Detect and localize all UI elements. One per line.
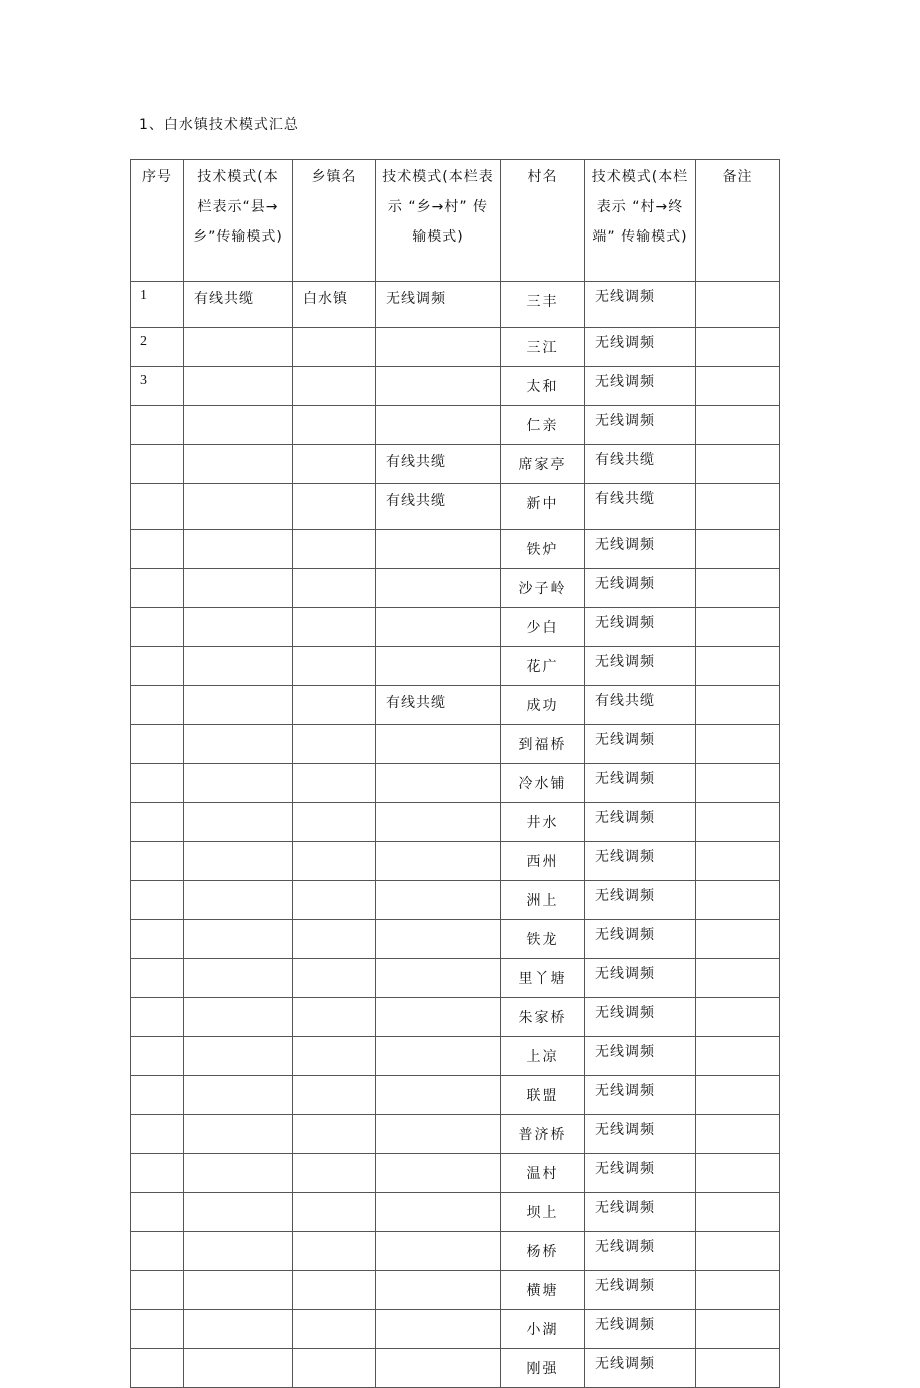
cell-town-to-village-mode	[376, 764, 501, 803]
cell-town-to-village-mode: 有线共缆	[376, 445, 501, 484]
cell-serial-no	[131, 406, 184, 445]
cell-town-to-village-mode	[376, 608, 501, 647]
cell-village-name: 上凉	[501, 1037, 585, 1076]
cell-village-name: 花广	[501, 647, 585, 686]
cell-town-name	[293, 328, 376, 367]
table-row	[131, 282, 780, 328]
cell-town-to-village-mode	[376, 1310, 501, 1349]
cell-serial-no	[131, 569, 184, 608]
cell-town-to-village-mode	[376, 647, 501, 686]
cell-remarks	[696, 803, 780, 842]
cell-serial-no	[131, 998, 184, 1037]
cell-town-to-village-mode	[376, 725, 501, 764]
cell-remarks	[696, 1037, 780, 1076]
cell-remarks	[696, 1115, 780, 1154]
cell-village-name: 普济桥	[501, 1115, 585, 1154]
cell-town-name	[293, 367, 376, 406]
cell-town-name	[293, 608, 376, 647]
cell-village-to-terminal-mode: 无线调频	[585, 803, 696, 842]
cell-town-to-village-mode	[376, 998, 501, 1037]
cell-remarks	[696, 367, 780, 406]
cell-town-to-village-mode: 有线共缆	[376, 686, 501, 725]
header-county-to-town-mode: 技术模式(本栏表示“县→乡”传输模式)	[184, 160, 293, 282]
cell-serial-no	[131, 920, 184, 959]
table-row	[131, 328, 780, 367]
cell-remarks	[696, 725, 780, 764]
table-row	[131, 406, 780, 445]
cell-village-name: 里丫塘	[501, 959, 585, 998]
cell-town-to-village-mode	[376, 1271, 501, 1310]
cell-village-name: 沙子岭	[501, 569, 585, 608]
cell-serial-no	[131, 608, 184, 647]
table-row	[131, 530, 780, 569]
cell-town-name	[293, 569, 376, 608]
cell-remarks	[696, 282, 780, 328]
cell-remarks	[696, 328, 780, 367]
cell-town-name	[293, 998, 376, 1037]
cell-village-name: 杨桥	[501, 1232, 585, 1271]
cell-county-to-town-mode: 有线共缆	[184, 282, 293, 328]
cell-remarks	[696, 1271, 780, 1310]
cell-town-to-village-mode	[376, 959, 501, 998]
cell-county-to-town-mode	[184, 608, 293, 647]
table-row	[131, 484, 780, 530]
cell-town-name	[293, 686, 376, 725]
cell-village-to-terminal-mode: 无线调频	[585, 1349, 696, 1388]
cell-remarks	[696, 1232, 780, 1271]
cell-town-name	[293, 484, 376, 530]
cell-town-to-village-mode	[376, 569, 501, 608]
cell-town-to-village-mode	[376, 1154, 501, 1193]
cell-serial-no	[131, 959, 184, 998]
cell-serial-no	[131, 842, 184, 881]
cell-village-to-terminal-mode: 无线调频	[585, 881, 696, 920]
cell-village-to-terminal-mode: 无线调频	[585, 1193, 696, 1232]
cell-village-name: 铁炉	[501, 530, 585, 569]
cell-town-name	[293, 1232, 376, 1271]
cell-village-name: 成功	[501, 686, 585, 725]
cell-remarks	[696, 1310, 780, 1349]
cell-village-name: 刚强	[501, 1349, 585, 1388]
table-row	[131, 647, 780, 686]
cell-serial-no	[131, 1076, 184, 1115]
cell-village-name: 冷水铺	[501, 764, 585, 803]
cell-remarks	[696, 647, 780, 686]
cell-village-name: 联盟	[501, 1076, 585, 1115]
cell-serial-no	[131, 445, 184, 484]
cell-remarks	[696, 920, 780, 959]
cell-town-name	[293, 1349, 376, 1388]
cell-village-name: 仁亲	[501, 406, 585, 445]
cell-town-name	[293, 1076, 376, 1115]
cell-village-name: 三江	[501, 328, 585, 367]
cell-town-name	[293, 1154, 376, 1193]
cell-serial-no: 2	[131, 328, 184, 367]
cell-village-to-terminal-mode: 无线调频	[585, 647, 696, 686]
cell-village-to-terminal-mode: 无线调频	[585, 406, 696, 445]
cell-remarks	[696, 842, 780, 881]
cell-village-to-terminal-mode: 无线调频	[585, 998, 696, 1037]
table-row	[131, 1349, 780, 1388]
cell-county-to-town-mode	[184, 803, 293, 842]
cell-town-to-village-mode	[376, 1232, 501, 1271]
table-row	[131, 1310, 780, 1349]
cell-village-name: 西州	[501, 842, 585, 881]
cell-county-to-town-mode	[184, 530, 293, 569]
table-row	[131, 1193, 780, 1232]
cell-remarks	[696, 881, 780, 920]
cell-town-to-village-mode	[376, 1193, 501, 1232]
cell-town-to-village-mode	[376, 1076, 501, 1115]
cell-village-to-terminal-mode: 无线调频	[585, 1037, 696, 1076]
cell-village-name: 朱家桥	[501, 998, 585, 1037]
cell-village-name: 小湖	[501, 1310, 585, 1349]
cell-village-name: 新中	[501, 484, 585, 530]
cell-town-name	[293, 725, 376, 764]
cell-serial-no	[131, 530, 184, 569]
cell-remarks	[696, 569, 780, 608]
table-row	[131, 1076, 780, 1115]
header-serial-no: 序号	[131, 160, 184, 282]
cell-village-name: 洲上	[501, 881, 585, 920]
cell-serial-no: 1	[131, 282, 184, 328]
cell-county-to-town-mode	[184, 920, 293, 959]
cell-town-to-village-mode	[376, 530, 501, 569]
table-row	[131, 1271, 780, 1310]
table-row	[131, 686, 780, 725]
cell-county-to-town-mode	[184, 484, 293, 530]
table-row	[131, 445, 780, 484]
header-town-to-village-mode: 技术模式(本栏表示 “乡→村” 传输模式)	[376, 160, 501, 282]
cell-serial-no: 3	[131, 367, 184, 406]
cell-serial-no	[131, 764, 184, 803]
cell-village-name: 席家亭	[501, 445, 585, 484]
cell-remarks	[696, 608, 780, 647]
cell-town-name	[293, 406, 376, 445]
cell-village-to-terminal-mode: 有线共缆	[585, 484, 696, 530]
cell-town-to-village-mode: 有线共缆	[376, 484, 501, 530]
cell-county-to-town-mode	[184, 998, 293, 1037]
cell-village-to-terminal-mode: 无线调频	[585, 842, 696, 881]
table-row	[131, 920, 780, 959]
cell-town-name	[293, 1115, 376, 1154]
cell-village-name: 太和	[501, 367, 585, 406]
cell-town-to-village-mode: 无线调频	[376, 282, 501, 328]
table-row	[131, 367, 780, 406]
cell-serial-no	[131, 1271, 184, 1310]
cell-town-name	[293, 1037, 376, 1076]
header-remarks: 备注	[696, 160, 780, 282]
cell-town-to-village-mode	[376, 367, 501, 406]
cell-town-name	[293, 959, 376, 998]
cell-serial-no	[131, 1193, 184, 1232]
cell-village-name: 横塘	[501, 1271, 585, 1310]
cell-village-to-terminal-mode: 无线调频	[585, 530, 696, 569]
table-row	[131, 1037, 780, 1076]
cell-village-to-terminal-mode: 无线调频	[585, 282, 696, 328]
cell-town-name	[293, 1193, 376, 1232]
cell-county-to-town-mode	[184, 1076, 293, 1115]
table-row	[131, 998, 780, 1037]
header-village-name: 村名	[501, 160, 585, 282]
cell-town-name	[293, 1310, 376, 1349]
cell-town-name	[293, 803, 376, 842]
cell-remarks	[696, 530, 780, 569]
cell-remarks	[696, 1349, 780, 1388]
table-row	[131, 608, 780, 647]
cell-county-to-town-mode	[184, 842, 293, 881]
cell-remarks	[696, 764, 780, 803]
cell-remarks	[696, 1154, 780, 1193]
cell-county-to-town-mode	[184, 406, 293, 445]
cell-serial-no	[131, 1310, 184, 1349]
cell-serial-no	[131, 881, 184, 920]
table-row	[131, 1115, 780, 1154]
cell-town-to-village-mode	[376, 803, 501, 842]
cell-village-name: 温村	[501, 1154, 585, 1193]
table-row	[131, 569, 780, 608]
cell-serial-no	[131, 1349, 184, 1388]
cell-village-to-terminal-mode: 无线调频	[585, 764, 696, 803]
cell-county-to-town-mode	[184, 686, 293, 725]
section-title: 1、白水镇技术模式汇总	[139, 117, 299, 133]
cell-town-name	[293, 530, 376, 569]
cell-village-to-terminal-mode: 无线调频	[585, 1232, 696, 1271]
cell-serial-no	[131, 1037, 184, 1076]
cell-town-to-village-mode	[376, 1115, 501, 1154]
cell-village-name: 三丰	[501, 282, 585, 328]
cell-serial-no	[131, 647, 184, 686]
table-row	[131, 1232, 780, 1271]
cell-county-to-town-mode	[184, 959, 293, 998]
table-row	[131, 803, 780, 842]
cell-town-name	[293, 647, 376, 686]
cell-county-to-town-mode	[184, 569, 293, 608]
cell-county-to-town-mode	[184, 647, 293, 686]
cell-village-to-terminal-mode: 有线共缆	[585, 686, 696, 725]
header-village-to-terminal-mode: 技术模式(本栏表示 “村→终端” 传输模式)	[585, 160, 696, 282]
cell-village-to-terminal-mode: 无线调频	[585, 725, 696, 764]
cell-town-name	[293, 920, 376, 959]
table-header-row	[131, 160, 780, 282]
cell-village-to-terminal-mode: 无线调频	[585, 920, 696, 959]
cell-county-to-town-mode	[184, 1154, 293, 1193]
cell-serial-no	[131, 1232, 184, 1271]
table-row	[131, 725, 780, 764]
cell-town-to-village-mode	[376, 1037, 501, 1076]
table-row	[131, 1154, 780, 1193]
table-body	[131, 282, 780, 1388]
header-town-name: 乡镇名	[293, 160, 376, 282]
cell-village-to-terminal-mode: 无线调频	[585, 959, 696, 998]
cell-serial-no	[131, 725, 184, 764]
cell-serial-no	[131, 484, 184, 530]
cell-county-to-town-mode	[184, 1310, 293, 1349]
cell-town-name: 白水镇	[293, 282, 376, 328]
cell-county-to-town-mode	[184, 1271, 293, 1310]
cell-county-to-town-mode	[184, 445, 293, 484]
cell-remarks	[696, 998, 780, 1037]
cell-remarks	[696, 686, 780, 725]
cell-serial-no	[131, 1115, 184, 1154]
cell-county-to-town-mode	[184, 881, 293, 920]
cell-town-name	[293, 1271, 376, 1310]
cell-remarks	[696, 959, 780, 998]
cell-serial-no	[131, 803, 184, 842]
cell-remarks	[696, 1076, 780, 1115]
cell-village-to-terminal-mode: 无线调频	[585, 1076, 696, 1115]
table-row	[131, 881, 780, 920]
cell-village-to-terminal-mode: 无线调频	[585, 1271, 696, 1310]
cell-village-name: 铁龙	[501, 920, 585, 959]
cell-town-to-village-mode	[376, 406, 501, 445]
cell-village-name: 坝上	[501, 1193, 585, 1232]
cell-town-to-village-mode	[376, 881, 501, 920]
technology-mode-summary-table	[130, 159, 780, 1388]
cell-village-to-terminal-mode: 无线调频	[585, 1310, 696, 1349]
cell-town-to-village-mode	[376, 328, 501, 367]
cell-county-to-town-mode	[184, 1115, 293, 1154]
cell-village-to-terminal-mode: 无线调频	[585, 1115, 696, 1154]
cell-town-to-village-mode	[376, 842, 501, 881]
cell-village-to-terminal-mode: 无线调频	[585, 328, 696, 367]
cell-village-to-terminal-mode: 有线共缆	[585, 445, 696, 484]
cell-town-name	[293, 445, 376, 484]
cell-county-to-town-mode	[184, 328, 293, 367]
cell-county-to-town-mode	[184, 367, 293, 406]
cell-town-to-village-mode	[376, 1349, 501, 1388]
cell-county-to-town-mode	[184, 1193, 293, 1232]
cell-serial-no	[131, 686, 184, 725]
cell-county-to-town-mode	[184, 725, 293, 764]
cell-remarks	[696, 484, 780, 530]
cell-town-to-village-mode	[376, 920, 501, 959]
cell-remarks	[696, 1193, 780, 1232]
cell-village-to-terminal-mode: 无线调频	[585, 608, 696, 647]
table-row	[131, 959, 780, 998]
cell-remarks	[696, 445, 780, 484]
cell-county-to-town-mode	[184, 1037, 293, 1076]
cell-village-name: 到福桥	[501, 725, 585, 764]
cell-town-name	[293, 881, 376, 920]
table-row	[131, 842, 780, 881]
cell-village-to-terminal-mode: 无线调频	[585, 367, 696, 406]
table-row	[131, 764, 780, 803]
cell-remarks	[696, 406, 780, 445]
cell-county-to-town-mode	[184, 764, 293, 803]
cell-village-to-terminal-mode: 无线调频	[585, 569, 696, 608]
cell-county-to-town-mode	[184, 1349, 293, 1388]
cell-village-name: 井水	[501, 803, 585, 842]
cell-town-name	[293, 842, 376, 881]
cell-serial-no	[131, 1154, 184, 1193]
cell-county-to-town-mode	[184, 1232, 293, 1271]
cell-village-name: 少白	[501, 608, 585, 647]
cell-village-to-terminal-mode: 无线调频	[585, 1154, 696, 1193]
cell-town-name	[293, 764, 376, 803]
